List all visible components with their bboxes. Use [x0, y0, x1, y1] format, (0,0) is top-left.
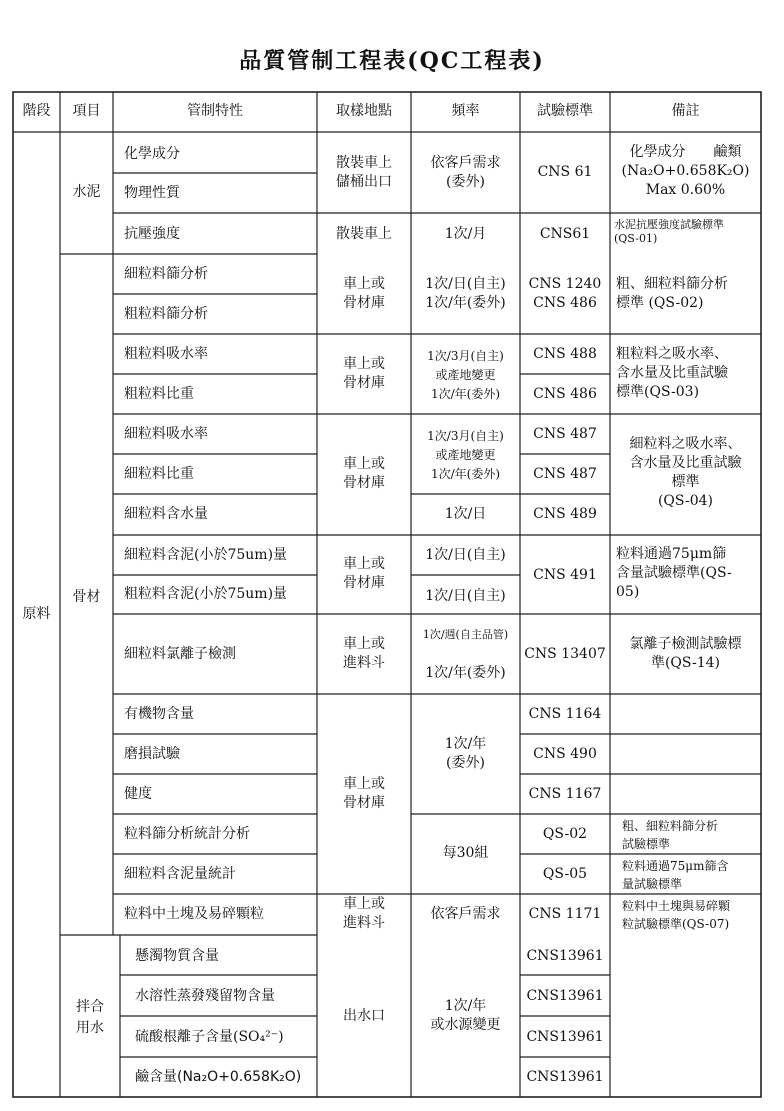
standard-cell: QS-05: [542, 866, 588, 882]
characteristic-cell: 粗粒料含泥(小於75um)量: [124, 586, 288, 602]
frequency-cell: 每30組: [442, 845, 489, 861]
standard-cell: CNS61: [539, 226, 591, 242]
standard-cell: CNS 491: [533, 567, 597, 583]
note-cell: 粒料通過75μm篩 含量試驗標準(QS- 05): [616, 546, 732, 600]
characteristic-cell: 抗壓強度: [124, 226, 180, 242]
standard-cell: QS-02: [542, 826, 588, 842]
frequency-cell: 1次/週(自主品管): [422, 628, 509, 641]
frequency-cell: 1次/日(自主): [425, 588, 506, 604]
frequency-cell: 1次/3月(自主) 或產地變更 1次/年(委外): [427, 349, 504, 401]
location-cell: 散裝車上 儲桶出口: [336, 155, 392, 190]
frequency-cell: 1次/3月(自主) 或產地變更 1次/年(委外): [427, 429, 504, 481]
standard-cell: CNS13961: [526, 1029, 604, 1045]
location-cell: 車上或 骨材庫: [343, 356, 385, 391]
page-title: 品質管制工程表(QC工程表): [239, 48, 545, 74]
characteristic-cell: 粗粒料吸水率: [124, 346, 208, 362]
standard-cell: CNS 13407: [524, 646, 606, 662]
standard-cell: CNS13961: [526, 948, 604, 964]
note-cell: 氯離子檢測試驗標 準(QS-14): [629, 636, 742, 671]
frequency-cell: 依客戶需求 (委外): [430, 155, 501, 190]
header-frequency: 頻率: [451, 103, 480, 119]
characteristic-cell: 有機物含量: [124, 706, 194, 722]
location-cell: 車上或 骨材庫: [343, 276, 385, 311]
note-cell: 粗粒料之吸水率、 含水量及比重試驗 標準(QS-03): [616, 346, 728, 400]
header-item: 項目: [72, 103, 101, 119]
frequency-cell: 1次/日: [444, 506, 487, 522]
location-cell: 車上或 骨材庫: [343, 556, 385, 591]
standard-cell: CNS 490: [533, 746, 597, 762]
header-standard: 試驗標準: [537, 103, 593, 119]
frequency-cell: 1次/年(委外): [425, 665, 506, 681]
standard-cell: CNS 61: [537, 164, 593, 180]
standard-cell: CNS13961: [526, 988, 604, 1004]
location-cell: 車上或 骨材庫: [343, 456, 385, 491]
location-cell: 車上或 骨材庫: [343, 776, 385, 811]
characteristic-cell: 細粒料吸水率: [124, 426, 208, 442]
header-stage: 階段: [22, 103, 51, 119]
note-cell: 細粒料之吸水率、 含水量及比重試驗 標準 (QS-04): [629, 436, 742, 509]
characteristic-cell: 硫酸根離子含量(SO₄²⁻): [135, 1029, 284, 1045]
location-cell: 車上或 進料斗: [343, 896, 385, 931]
item-aggregate: 骨材: [72, 589, 101, 605]
standard-cell: CNS 1240 CNS 486: [528, 276, 602, 311]
characteristic-cell: 化學成分: [124, 146, 180, 162]
characteristic-cell: 細粒料氯離子檢測: [124, 646, 236, 662]
standard-cell: CNS 487: [533, 426, 597, 442]
standard-cell: CNS13961: [526, 1069, 604, 1085]
header-location: 取樣地點: [336, 103, 392, 119]
frequency-cell: 依客戶需求: [430, 906, 501, 922]
standard-cell: CNS 486: [533, 386, 597, 402]
characteristic-cell: 粒料篩分析統計分析: [124, 826, 250, 842]
frequency-cell: 1次/月: [444, 226, 487, 242]
characteristic-cell: 細粒料含水量: [124, 506, 208, 522]
characteristic-cell: 健度: [124, 786, 152, 802]
characteristic-cell: 細粒料篩分析: [124, 266, 208, 282]
stage-label: 原料: [22, 606, 51, 622]
header-note: 備註: [671, 103, 700, 119]
note-cell: 粗、細粒料篩分析 標準 (QS-02): [616, 276, 728, 311]
frequency-cell: 1次/年 或水源變更: [430, 998, 501, 1033]
characteristic-cell: 細粒料比重: [124, 466, 194, 482]
frequency-cell: 1次/年 (委外): [444, 736, 487, 771]
location-cell: 車上或 進料斗: [343, 636, 385, 671]
characteristic-cell: 細粒料含泥(小於75um)量: [124, 547, 288, 563]
characteristic-cell: 懸濁物質含量: [135, 948, 219, 964]
standard-cell: CNS 1167: [528, 786, 602, 802]
standard-cell: CNS 487: [533, 466, 597, 482]
item-cement: 水泥: [72, 184, 101, 200]
note-cell: 粒料通過75μm篩含 量試驗標準: [622, 859, 729, 891]
location-cell: 出水口: [343, 1008, 385, 1024]
characteristic-cell: 細粒料含泥量統計: [124, 866, 236, 882]
standard-cell: CNS 1171: [528, 906, 602, 922]
header-characteristic: 管制特性: [187, 103, 243, 119]
item-water: 拌合 用水: [76, 999, 104, 1036]
standard-cell: CNS 489: [533, 506, 597, 522]
characteristic-cell: 粗粒料比重: [124, 386, 194, 402]
frequency-cell: 1次/日(自主): [425, 547, 506, 563]
characteristic-cell: 水溶性蒸發殘留物含量: [135, 988, 275, 1004]
note-cell: 化學成分 鹼類 (Na₂O+0.658K₂O) Max 0.60%: [621, 144, 750, 198]
note-cell: 水泥抗壓強度試驗標準 (QS-01): [614, 218, 724, 245]
standard-cell: CNS 1164: [528, 706, 602, 722]
characteristic-cell: 磨損試驗: [124, 746, 180, 762]
note-cell: 粗、細粒料篩分析 試驗標準: [622, 819, 719, 851]
characteristic-cell: 物理性質: [124, 185, 180, 201]
characteristic-cell: 鹼含量(Na₂O+0.658K₂O): [135, 1069, 302, 1085]
characteristic-cell: 粗粒料篩分析: [124, 306, 208, 322]
note-cell: 粒料中土塊與易碎顆 粒試驗標準(QS-07): [622, 899, 731, 931]
location-cell: 散裝車上: [336, 226, 392, 242]
standard-cell: CNS 488: [533, 346, 597, 362]
frequency-cell: 1次/日(自主) 1次/年(委外): [425, 276, 506, 311]
characteristic-cell: 粒料中土塊及易碎顆粒: [124, 906, 264, 922]
